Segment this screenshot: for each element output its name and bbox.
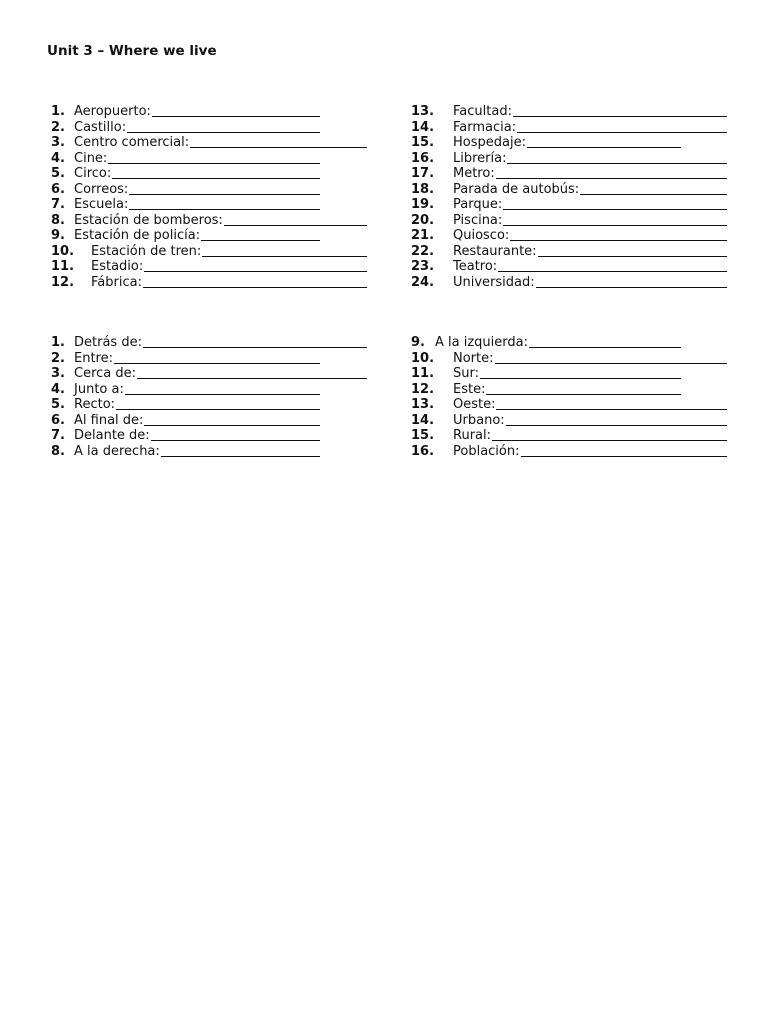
item-number: 1.: [51, 104, 65, 119]
item-label: Urbano:: [453, 412, 505, 428]
item-label: Sur:: [453, 366, 479, 381]
answer-blank-line[interactable]: [143, 347, 367, 348]
answer-blank-line[interactable]: [116, 409, 320, 410]
answer-blank-line[interactable]: [114, 363, 320, 364]
answer-blank-line[interactable]: [112, 178, 320, 179]
item-number: 8.: [51, 212, 65, 228]
answer-blank-line[interactable]: [506, 425, 727, 426]
item-label: Al final de:: [74, 412, 144, 428]
item-label: Restaurante:: [453, 243, 537, 259]
item-label: Librería:: [453, 150, 507, 166]
answer-blank-line[interactable]: [513, 116, 727, 117]
answer-blank-line[interactable]: [492, 440, 727, 441]
answer-blank-line[interactable]: [161, 456, 320, 457]
item-number: 14.: [411, 412, 435, 428]
answer-blank-line[interactable]: [224, 225, 367, 226]
item-number: 20.: [411, 212, 435, 228]
item-number: 2.: [51, 119, 65, 135]
item-number: 3.: [51, 366, 65, 381]
answer-blank-line[interactable]: [480, 378, 681, 379]
item-number: 16.: [411, 150, 435, 166]
answer-blank-line[interactable]: [529, 347, 681, 348]
item-number: 17.: [411, 166, 435, 181]
answer-blank-line[interactable]: [129, 209, 320, 210]
item-number: 10.: [411, 350, 435, 366]
answer-blank-line[interactable]: [510, 240, 727, 241]
answer-blank-line[interactable]: [521, 456, 727, 457]
item-number: 5.: [51, 166, 65, 181]
item-number: 10.: [51, 243, 75, 259]
item-number: 19.: [411, 197, 435, 212]
answer-blank-line[interactable]: [201, 240, 320, 241]
item-label: Escuela:: [74, 197, 129, 212]
item-label: A la derecha:: [74, 443, 160, 459]
item-number: 13.: [411, 397, 435, 412]
item-number: 14.: [411, 119, 435, 135]
answer-blank-line[interactable]: [152, 116, 320, 117]
item-number: 9.: [51, 228, 65, 243]
item-number: 16.: [411, 443, 435, 459]
item-label: Oeste:: [453, 397, 496, 412]
item-label: Parque:: [453, 197, 503, 212]
item-number: 15.: [411, 135, 435, 150]
item-label: Circo:: [74, 166, 112, 181]
item-label: Teatro:: [453, 259, 498, 274]
answer-blank-line[interactable]: [190, 147, 367, 148]
item-label: Parada de autobús:: [453, 181, 580, 197]
item-label: Aeropuerto:: [74, 104, 151, 119]
answer-blank-line[interactable]: [144, 425, 320, 426]
item-number: 22.: [411, 243, 435, 259]
item-number: 3.: [51, 135, 65, 150]
item-number: 6.: [51, 181, 65, 197]
item-number: 2.: [51, 350, 65, 366]
item-label: Estación de tren:: [91, 243, 202, 259]
item-number: 8.: [51, 443, 65, 459]
item-number: 12.: [411, 381, 435, 397]
item-label: Facultad:: [453, 104, 512, 119]
item-number: 7.: [51, 197, 65, 212]
item-label: Cerca de:: [74, 366, 137, 381]
item-number: 4.: [51, 150, 65, 166]
item-label: Correos:: [74, 181, 129, 197]
answer-blank-line[interactable]: [503, 209, 727, 210]
item-number: 11.: [411, 366, 435, 381]
item-label: Farmacia:: [453, 119, 517, 135]
item-number: 23.: [411, 259, 435, 274]
item-label: Cine:: [74, 150, 108, 166]
item-label: Entre:: [74, 350, 113, 366]
answer-blank-line[interactable]: [495, 363, 727, 364]
item-number: 9.: [411, 335, 425, 350]
item-number: 15.: [411, 428, 435, 443]
item-label: Población:: [453, 443, 520, 459]
answer-blank-line[interactable]: [144, 271, 367, 272]
item-number: 5.: [51, 397, 65, 412]
answer-blank-line[interactable]: [151, 440, 320, 441]
item-label: Estación de policía:: [74, 228, 201, 243]
answer-blank-line[interactable]: [127, 132, 320, 133]
item-label: Piscina:: [453, 212, 503, 228]
item-label: Quiosco:: [453, 228, 510, 243]
answer-blank-line[interactable]: [536, 287, 727, 288]
item-number: 24.: [411, 274, 435, 290]
answer-blank-line[interactable]: [496, 178, 727, 179]
item-number: 6.: [51, 412, 65, 428]
item-label: Fábrica:: [91, 274, 142, 290]
answer-blank-line[interactable]: [137, 378, 367, 379]
answer-blank-line[interactable]: [486, 394, 681, 395]
answer-blank-line[interactable]: [503, 225, 727, 226]
answer-blank-line[interactable]: [527, 147, 681, 148]
answer-blank-line[interactable]: [125, 394, 320, 395]
answer-blank-line[interactable]: [202, 256, 367, 257]
item-number: 1.: [51, 335, 65, 350]
worksheet-title: Unit 3 – Where we live: [47, 43, 217, 59]
item-label: Detrás de:: [74, 335, 142, 350]
item-label: Metro:: [453, 166, 495, 181]
item-label: Este:: [453, 381, 486, 397]
item-label: Norte:: [453, 350, 494, 366]
item-label: Hospedaje:: [453, 135, 526, 150]
answer-blank-line[interactable]: [517, 132, 727, 133]
item-label: Estación de bomberos:: [74, 212, 223, 228]
answer-blank-line[interactable]: [129, 194, 320, 195]
item-number: 12.: [51, 274, 75, 290]
item-number: 4.: [51, 381, 65, 397]
answer-blank-line[interactable]: [108, 163, 320, 164]
item-label: Estadio:: [91, 259, 144, 274]
item-number: 18.: [411, 181, 435, 197]
answer-blank-line[interactable]: [538, 256, 727, 257]
answer-blank-line[interactable]: [507, 163, 727, 164]
item-number: 7.: [51, 428, 65, 443]
answer-blank-line[interactable]: [496, 409, 727, 410]
item-number: 13.: [411, 104, 435, 119]
item-label: Delante de:: [74, 428, 150, 443]
item-label: Universidad:: [453, 274, 535, 290]
answer-blank-line[interactable]: [498, 271, 727, 272]
answer-blank-line[interactable]: [580, 194, 727, 195]
item-label: Centro comercial:: [74, 135, 190, 150]
item-label: A la izquierda:: [435, 335, 528, 350]
item-number: 21.: [411, 228, 435, 243]
answer-blank-line[interactable]: [143, 287, 367, 288]
item-label: Rural:: [453, 428, 491, 443]
item-label: Recto:: [74, 397, 116, 412]
item-label: Castillo:: [74, 119, 127, 135]
item-label: Junto a:: [74, 381, 124, 397]
item-number: 11.: [51, 259, 75, 274]
